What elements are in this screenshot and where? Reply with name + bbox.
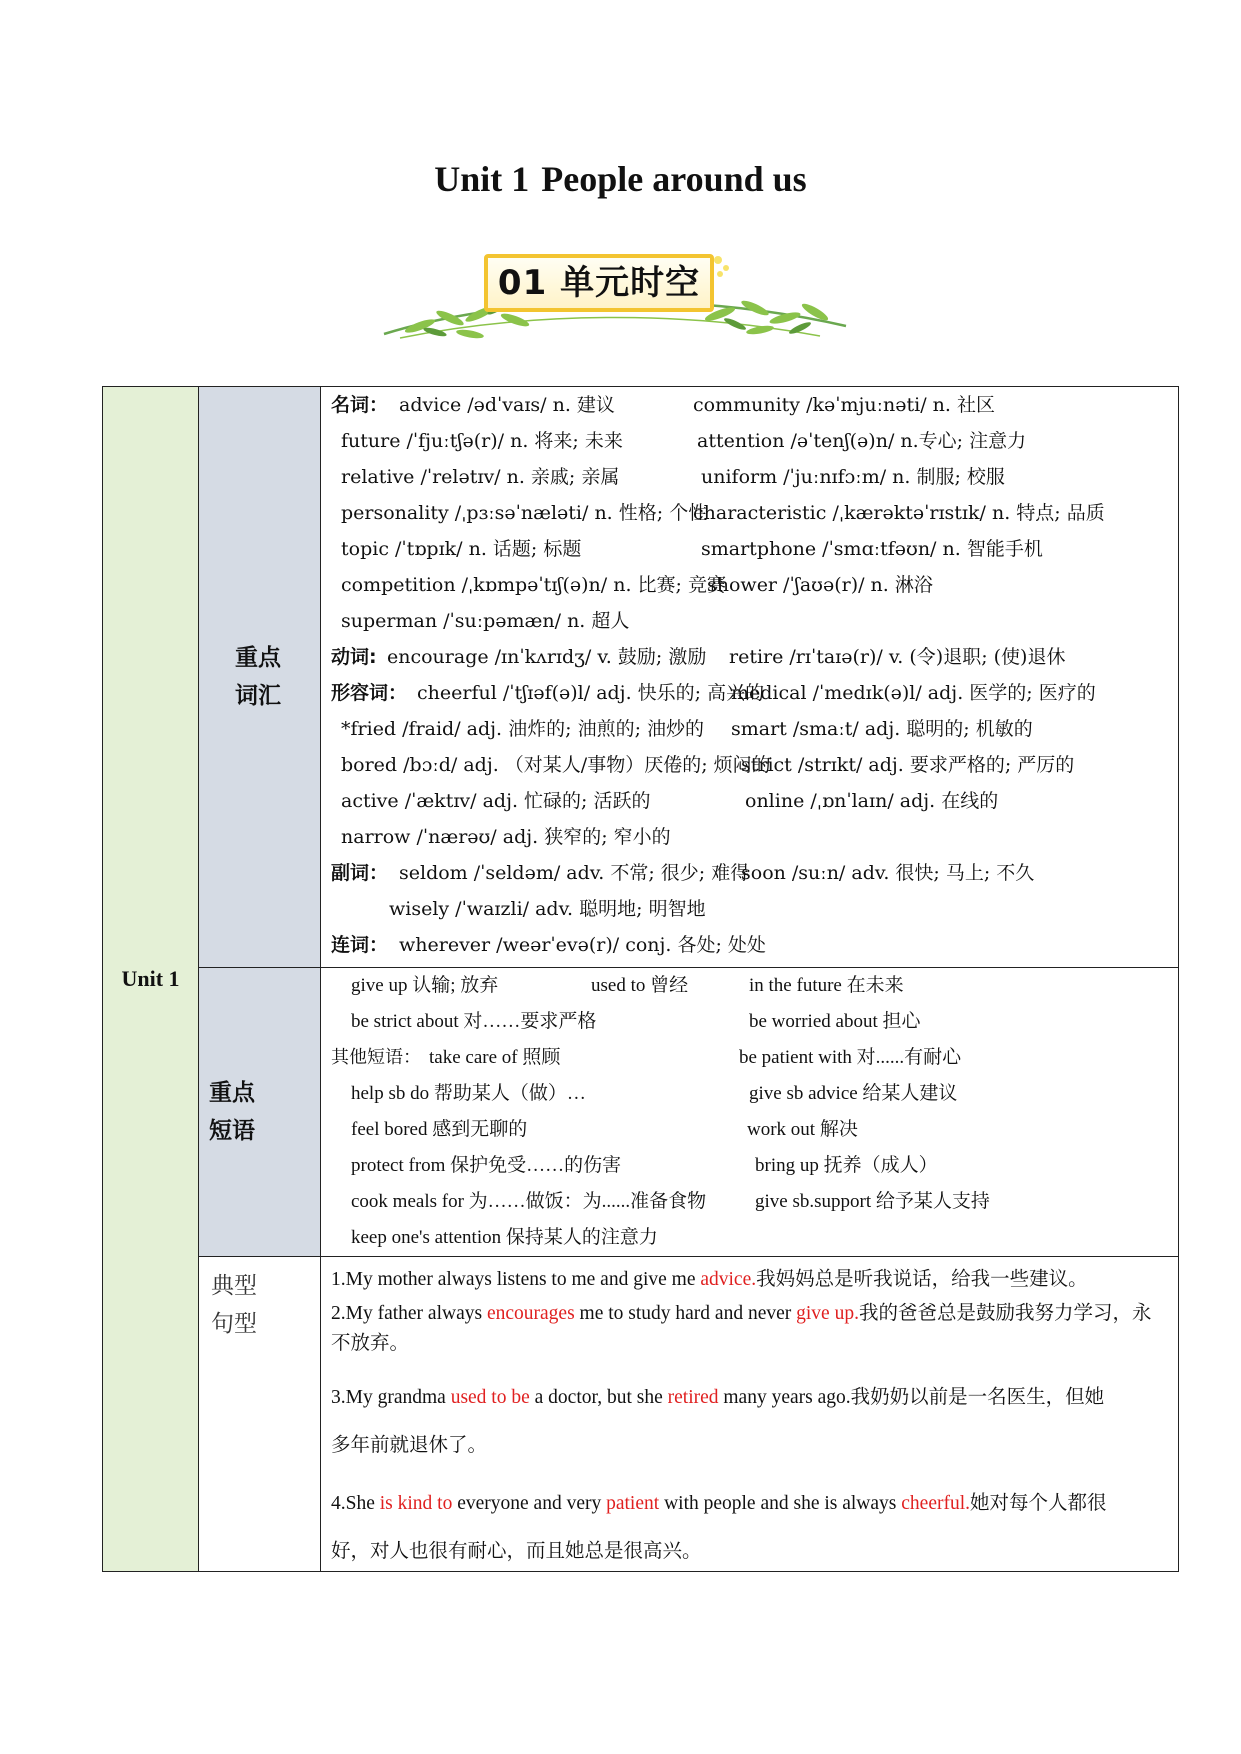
vocab-entry: competition /ˌkɒmpəˈtɪʃ(ə)n/ n. 比赛; 竞赛 xyxy=(341,574,726,596)
vocab-entry: community /kəˈmjuːnəti/ n. 社区 xyxy=(693,394,995,416)
vocab-entry: future /ˈfjuːtʃə(r)/ n. 将来; 未来 xyxy=(341,430,623,452)
sentence-1 xyxy=(331,1257,1168,1295)
vocab-line xyxy=(321,819,1178,855)
sentence-translation: 我的爸爸总是鼓励我努力学习，永不放弃。 xyxy=(331,1303,1152,1354)
sentence-text: 她对每个人都很 xyxy=(970,1493,1107,1514)
sentence-text: 1.My mother always listens to me and give me xyxy=(331,1269,701,1290)
banner-text: 01 单元时空 xyxy=(497,263,701,303)
vocab-entry: strict /strɪkt/ adj. 要求严格的; 严厉的 xyxy=(741,754,1075,776)
vocab-entry: uniform /ˈjuːnɪfɔːm/ n. 制服; 校服 xyxy=(701,466,1005,488)
vocab-line xyxy=(321,531,1178,567)
vocab-entry: smart /smaːt/ adj. 聪明的; 机敏的 xyxy=(731,718,1033,740)
vocab-entry: encourage /ɪnˈkʌrɪdʒ/ v. 鼓励; 激励 xyxy=(387,646,707,668)
sentence-text: everyone and very xyxy=(452,1493,607,1514)
sentence-2 xyxy=(331,1295,1168,1359)
phrase-entry: be patient with 对......有耐心 xyxy=(739,1047,962,1068)
highlight-word: is kind to xyxy=(379,1493,453,1514)
sentence-text: with people and she is always xyxy=(659,1493,902,1514)
vocab-label: 重点 词汇 xyxy=(235,645,281,709)
sentence-text: 3.My grandma xyxy=(331,1387,451,1408)
vocab-category: 形容词： xyxy=(331,682,408,704)
vocab-entry: medical /ˈmedɪk(ə)l/ adj. 医学的; 医疗的 xyxy=(731,682,1096,704)
phrase-entry: give up 认输; 放弃 xyxy=(351,975,499,996)
phrases-label: 重点 短语 xyxy=(209,1080,255,1144)
vocab-entry: *fried /fraid/ adj. 油炸的; 油煎的; 油炒的 xyxy=(341,718,705,740)
sentence-4-line2: 好，对人也很有耐心，而且她总是很高兴。 xyxy=(331,1541,702,1562)
vocab-entry: soon /suːn/ adv. 很快; 马上; 不久 xyxy=(741,862,1035,884)
section-label-phrases xyxy=(199,968,321,1257)
vocab-line xyxy=(321,783,1178,819)
vocab-entry: bored /bɔːd/ adj. （对某人/事物）厌倦的; 烦闷的 xyxy=(341,754,771,776)
sentence-list xyxy=(321,1257,1178,1571)
vocab-line xyxy=(321,567,1178,603)
sentences-row xyxy=(103,1257,1179,1572)
section-label-sentences xyxy=(199,1257,321,1572)
vocab-category: 动词: xyxy=(331,646,377,668)
vocab-entry: superman /ˈsuːpəmæn/ n. 超人 xyxy=(341,610,630,632)
vocab-entry: relative /ˈrelətɪv/ n. 亲戚; 亲属 xyxy=(341,466,620,488)
sentences-cell xyxy=(321,1257,1179,1572)
vocab-entry: cheerful /ˈtʃɪəf(ə)l/ adj. 快乐的; 高兴的 xyxy=(417,682,765,704)
phrase-entry: bring up 抚养（成人） xyxy=(755,1155,938,1176)
phrase-line xyxy=(321,1148,1178,1184)
vocab-row xyxy=(103,387,1179,968)
vocab-entry: active /ˈæktɪv/ adj. 忙碌的; 活跃的 xyxy=(341,790,651,812)
vocab-line xyxy=(321,747,1178,783)
vocab-line xyxy=(321,495,1178,531)
phrase-entry: give sb advice 给某人建议 xyxy=(749,1083,958,1104)
sentence-text: me to study hard and never xyxy=(574,1303,797,1324)
phrase-entry: be worried about 担心 xyxy=(749,1011,921,1032)
phrase-entry: take care of 照顾 xyxy=(429,1047,561,1068)
vocab-entry: wisely /ˈwaɪzli/ adv. 聪明地; 明智地 xyxy=(389,898,706,920)
highlight-word: advice. xyxy=(700,1269,757,1290)
vocab-entry: advice /ədˈvaɪs/ n. 建议 xyxy=(399,394,615,416)
vocab-line xyxy=(321,387,1178,423)
highlight-word: give up. xyxy=(796,1303,859,1324)
vocab-entry: attention /əˈtenʃ(ə)n/ n.专心; 注意力 xyxy=(697,430,1027,452)
phrase-entry: help sb do 帮助某人（做）… xyxy=(351,1083,586,1104)
vocab-category: 副词： xyxy=(331,862,389,884)
sentence-3-line2: 多年前就退休了。 xyxy=(331,1435,488,1456)
vocab-entry: characteristic /ˌkærəktəˈrɪstɪk/ n. 特点; 品质 xyxy=(693,502,1105,524)
phrase-entry: used to 曾经 xyxy=(591,975,689,996)
vocab-entry: topic /ˈtɒpɪk/ n. 话题; 标题 xyxy=(341,538,582,560)
vocab-line xyxy=(321,639,1178,675)
phrase-lead: 其他短语： xyxy=(331,1047,421,1068)
sentences-label: 典型 句型 xyxy=(211,1273,257,1337)
vocab-entry: wherever /weərˈevə(r)/ conj. 各处; 处处 xyxy=(399,934,766,956)
vocab-line xyxy=(321,459,1178,495)
phrase-list xyxy=(321,968,1178,1256)
phrase-line xyxy=(321,1112,1178,1148)
vocab-cell xyxy=(321,387,1179,968)
sentence-text: many years ago.我奶奶以前是一名医生，但她 xyxy=(718,1387,1105,1408)
vocab-category: 连词： xyxy=(331,934,389,956)
phrase-entry: in the future 在未来 xyxy=(749,975,904,996)
vocab-line xyxy=(321,891,1178,927)
highlight-word: retired xyxy=(667,1387,719,1408)
title-topic: People around us xyxy=(541,159,807,199)
phrase-line xyxy=(321,968,1178,1004)
unit-cell: Unit 1 xyxy=(103,387,199,1572)
sentence-3 xyxy=(331,1359,1168,1461)
phrase-line xyxy=(321,1004,1178,1040)
vocab-line xyxy=(321,855,1178,891)
highlight-word: encourages xyxy=(486,1303,575,1324)
phrase-entry: work out 解决 xyxy=(747,1119,858,1140)
vocab-entry: smartphone /ˈsmɑːtfəʊn/ n. 智能手机 xyxy=(701,538,1043,560)
phrase-line xyxy=(321,1220,1178,1256)
section-label-vocab xyxy=(199,387,321,968)
phrases-cell xyxy=(321,968,1179,1257)
phrase-entry: cook meals for 为……做饭：为......准备食物 xyxy=(351,1191,707,1212)
sentence-text: 2.My father always xyxy=(331,1303,487,1324)
vocab-line xyxy=(321,423,1178,459)
phrase-line xyxy=(321,1076,1178,1112)
phrase-entry: keep one's attention 保持某人的注意力 xyxy=(351,1227,658,1248)
vocab-list xyxy=(321,387,1178,967)
sentence-translation: 我妈妈总是听我说话，给我一些建议。 xyxy=(756,1269,1088,1290)
vocab-line xyxy=(321,675,1178,711)
page-title xyxy=(0,158,1241,200)
highlight-word: used to be xyxy=(450,1387,530,1408)
sentence-text: a doctor, but she xyxy=(529,1387,668,1408)
highlight-word: cheerful. xyxy=(901,1493,971,1514)
vocab-category: 名词： xyxy=(331,394,389,416)
phrase-line xyxy=(321,1040,1178,1076)
sentence-text: 4.She xyxy=(331,1493,380,1514)
vocab-entry: shower /ˈʃaʊə(r)/ n. 淋浴 xyxy=(707,574,933,596)
phrase-entry: be strict about 对……要求严格 xyxy=(351,1011,597,1032)
vocab-entry: personality /ˌpɜːsəˈnæləti/ n. 性格; 个性 xyxy=(341,502,708,524)
vocab-line xyxy=(321,927,1178,963)
sentence-4 xyxy=(331,1461,1168,1571)
section-banner xyxy=(380,248,850,348)
phrase-entry: give sb.support 给予某人支持 xyxy=(755,1191,990,1212)
phrase-line xyxy=(321,1184,1178,1220)
vocab-entry: seldom /ˈseldəm/ adv. 不常; 很少; 难得 xyxy=(399,862,750,884)
vocab-line xyxy=(321,711,1178,747)
phrase-entry: feel bored 感到无聊的 xyxy=(351,1119,528,1140)
phrases-row xyxy=(103,968,1179,1257)
phrase-entry: protect from 保护免受……的伤害 xyxy=(351,1155,622,1176)
vocab-entry: retire /rɪˈtaɪə(r)/ v. (令)退职; (使)退休 xyxy=(729,646,1066,668)
title-unit: Unit 1 xyxy=(434,159,530,199)
highlight-word: patient xyxy=(606,1493,660,1514)
vocab-line xyxy=(321,603,1178,639)
unit-table xyxy=(102,386,1179,1572)
vocab-entry: online /ˌɒnˈlaɪn/ adj. 在线的 xyxy=(745,790,999,812)
vocab-entry: narrow /ˈnærəʊ/ adj. 狭窄的; 窄小的 xyxy=(341,826,671,848)
